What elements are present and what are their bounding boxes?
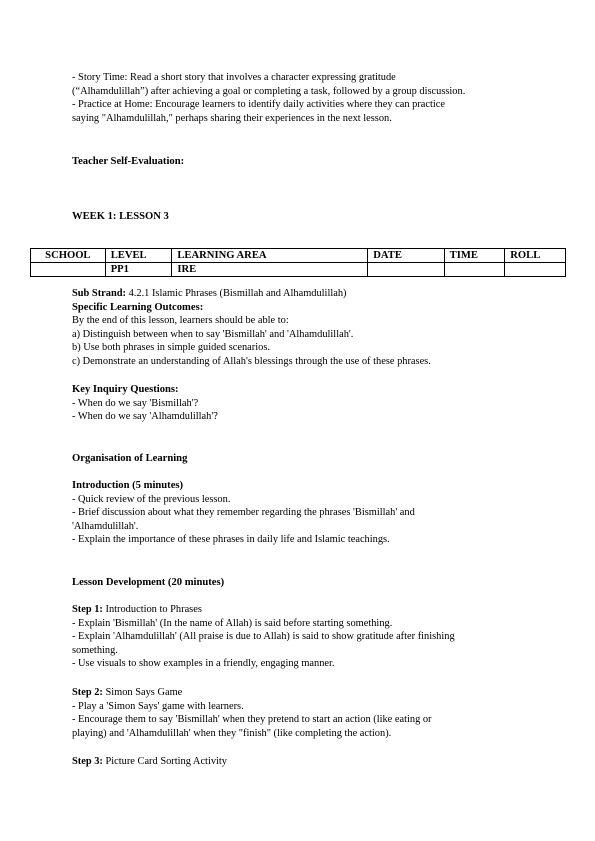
cell-level: PP1	[105, 263, 172, 277]
text-line: - Play a 'Simon Says' game with learners.	[72, 700, 244, 712]
text-line: (“Alhamdulillah”) after achieving a goal or completing a task, followed by a group discussion.	[72, 85, 466, 97]
text-line: 'Alhamdulillah'.	[72, 520, 139, 532]
text-line: playing) and 'Alhamdulillah' when they "finish" (like completing the action).	[72, 727, 392, 739]
step-2-name: Simon Says Game	[102, 687, 183, 698]
text-line: a) Distinguish between when to say 'Bismillah' and 'Alhamdulillah'.	[72, 328, 354, 340]
week-heading: WEEK 1: LESSON 3	[72, 211, 169, 222]
sub-strand-label: Sub Strand:	[72, 288, 126, 299]
lesson-info-table	[30, 248, 566, 277]
header-date: DATE	[368, 249, 444, 263]
text-line: - Practice at Home: Encourage learners to identify daily activities where they can practice	[72, 99, 446, 111]
step-3-section	[72, 755, 542, 769]
sub-strand	[72, 287, 542, 301]
step-2-label: Step 2:	[72, 687, 103, 698]
step-3-title	[72, 755, 542, 769]
development-heading: Lesson Development (20 minutes)	[72, 577, 225, 588]
outcomes-heading: Specific Learning Outcomes:	[72, 301, 204, 313]
header-level: LEVEL	[105, 249, 172, 263]
text-line: saying "Alhamdulillah," perhaps sharing their experiences in the next lesson.	[72, 112, 392, 124]
text-line: By the end of this lesson, learners should be able to:	[72, 315, 289, 327]
text-line: - Encourage them to say 'Bismillah' when they pretend to start an action (like eating or	[72, 714, 432, 726]
table-row	[31, 263, 566, 277]
cell-school	[31, 263, 106, 277]
organisation-heading: Organisation of Learning	[72, 453, 188, 464]
header-roll: ROLL	[505, 249, 566, 263]
step-3-label: Step 3:	[72, 756, 103, 767]
table-header-row	[31, 249, 566, 263]
inquiry-section	[72, 383, 542, 424]
outcomes-section	[72, 287, 542, 369]
text-line: - Story Time: Read a short story that involves a character expressing gratitude	[72, 72, 396, 83]
step-3-name: Picture Card Sorting Activity	[102, 756, 227, 767]
text-line: - Brief discussion about what they remember regarding the phrases 'Bismillah' and	[72, 507, 415, 519]
text-line: - Quick review of the previous lesson.	[72, 493, 231, 505]
text-line: b) Use both phrases in simple guided scenarios.	[72, 342, 270, 354]
step-1-section	[72, 603, 542, 671]
inquiry-heading: Key Inquiry Questions:	[72, 384, 179, 395]
introduction-section	[72, 479, 542, 547]
text-line: - Explain 'Alhamdulillah' (All praise is due to Allah) is said to show gratitude after finishing	[72, 631, 455, 643]
text-line: - Explain the importance of these phrases in daily life and Islamic teachings.	[72, 534, 390, 546]
text-line: - Explain 'Bismillah' (In the name of Allah) is said before starting something.	[72, 617, 393, 629]
sub-strand-value: 4.2.1 Islamic Phrases (Bismillah and Alhamdulillah)	[126, 288, 347, 299]
header-school: SCHOOL	[31, 249, 106, 263]
step-2-title	[72, 686, 542, 700]
cell-learning-area: IRE	[172, 263, 368, 277]
cell-roll	[505, 263, 566, 277]
story-time-paragraph	[72, 71, 542, 125]
step-1-name: Introduction to Phrases	[102, 604, 202, 615]
introduction-heading: Introduction (5 minutes)	[72, 480, 184, 491]
cell-time	[444, 263, 505, 277]
text-line: something.	[72, 644, 118, 656]
header-time: TIME	[444, 249, 505, 263]
text-line: - When do we say 'Alhamdulillah'?	[72, 411, 218, 423]
cell-date	[368, 263, 444, 277]
text-line: c) Demonstrate an understanding of Allah's blessings through the use of these phrases.	[72, 355, 431, 367]
text-line: - When do we say 'Bismillah'?	[72, 397, 199, 409]
self-evaluation-heading: Teacher Self-Evaluation:	[72, 156, 185, 167]
step-1-title	[72, 603, 542, 617]
text-line: - Use visuals to show examples in a friendly, engaging manner.	[72, 658, 335, 670]
step-2-section	[72, 686, 542, 740]
header-learning-area: LEARNING AREA	[172, 249, 368, 263]
step-1-label: Step 1:	[72, 604, 103, 615]
